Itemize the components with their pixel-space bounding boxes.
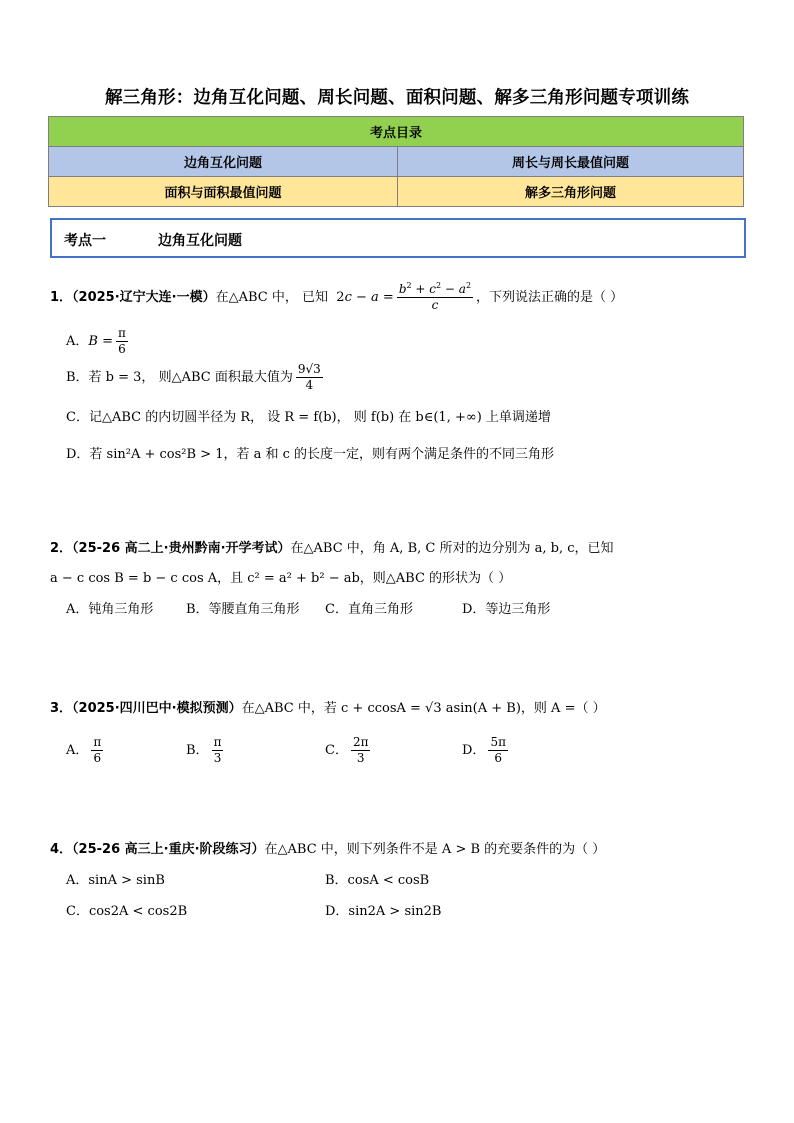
toc-item-3[interactable]: 面积与面积最值问题 [49,177,398,207]
q3-option-c-label: C． [325,743,348,758]
q3-option-c[interactable] [325,735,373,766]
q3-a-den: 6 [93,751,102,765]
q4-stem [50,841,605,859]
q3-a-num: π [93,735,102,749]
q2-stem-line2: a − c cos B = b − c cos A，且 c² = a² + b² − ab，则△ABC 的形状为（ ） [50,571,512,586]
q3-stem [50,700,606,718]
page-title: 解三角形：边角互化问题、周长问题、面积问题、解多三角形问题专项训练 [104,88,690,108]
q4-option-a[interactable]: A．sinA > sinB [66,873,165,888]
q4-option-c[interactable]: C．cos2A < cos2B [66,904,188,919]
q4-stem-text: 在△ABC 中，则下列条件不是 A > B 的充要条件的为（ ） [264,842,606,857]
q3-d-num: 5π [490,735,506,749]
q3-b-den: 3 [213,751,222,765]
q2-number: 2． [50,541,73,556]
toc-table [48,116,744,207]
q2-stem-line1 [50,540,614,558]
q3-c-den: 3 [356,751,365,765]
q1-option-a-label: A． [66,334,89,349]
q4-number: 4． [50,842,73,857]
q3-option-a-label: A． [66,743,89,758]
toc-item-4[interactable]: 解多三角形问题 [398,177,744,207]
section-header-box [50,218,746,258]
q3-b-num: π [213,735,222,749]
q1-option-c[interactable]: C．记△ABC 的内切圆半径为 R， 设 R = f(b)， 则 f(b) 在 b∈(1, +∞) 上单调递增 [66,410,551,425]
toc-item-1[interactable]: 边角互化问题 [49,147,398,177]
q3-option-d[interactable] [462,735,511,766]
q1-number: 1． [50,290,73,305]
q3-option-b[interactable] [186,735,226,766]
q1-option-d[interactable]: D．若 sin²A + cos²B > 1，若 a 和 c 的长度一定，则有两个满足条件的不同三角形 [66,447,555,462]
q1-formula: 2c − a = $\frac{b^2 + c^2 - a^2}{c}$ [332,281,472,312]
q3-stem-text: 在△ABC 中，若 c + ccosA = √3 asin(A + B)，则 A =（ ） [241,701,606,716]
q2-option-d[interactable]: D．等边三角形 [462,602,551,617]
section-title: 边角互化问题 [158,233,242,249]
q2-option-b[interactable]: B．等腰直角三角形 [186,602,300,617]
q2-option-c[interactable]: C．直角三角形 [325,602,413,617]
toc-item-2[interactable]: 周长与周长最值问题 [398,147,744,177]
q3-option-a[interactable] [66,735,106,766]
q4-source: （25-26 高三上·重庆·阶段练习） [72,842,265,857]
q1-stem-end: ，下列说法正确的是（ ） [476,290,624,305]
q1-option-a[interactable]: A．B = $\frac{\pi}{6}$ [66,326,126,356]
q3-d-den: 6 [494,751,503,765]
q3-option-b-label: B． [186,743,209,758]
q1-stem [50,282,623,313]
q3-option-d-label: D． [462,743,486,758]
q2-source: （25-26 高二上·贵州黔南·开学考试） [72,541,291,556]
q1-source: （2025·辽宁大连·一模） [72,290,216,305]
q1-option-b-text: B．若 b = 3， 则△ABC 面积最大值为 [66,370,293,385]
q3-c-num: 2π [352,735,369,749]
q4-option-b[interactable]: B．cosA < cosB [325,873,430,888]
q4-option-d[interactable]: D．sin2A > sin2B [325,904,442,919]
toc-header: 考点目录 [49,117,744,147]
q3-number: 3． [50,701,73,716]
q2-stem-text: 在△ABC 中，角 A, B, C 所对的边分别为 a, b, c，已知 [290,541,614,556]
q1-stem-text: 在△ABC 中， 已知 [215,290,329,305]
section-label: 考点一 [64,233,106,249]
q2-option-a[interactable]: A．钝角三角形 [66,602,154,617]
q3-source: （2025·四川巴中·模拟预测） [72,701,242,716]
q1-option-b[interactable]: B．若 b = 3， 则△ABC 面积最大值为 $\frac{9√3}{4}$ [66,362,321,392]
